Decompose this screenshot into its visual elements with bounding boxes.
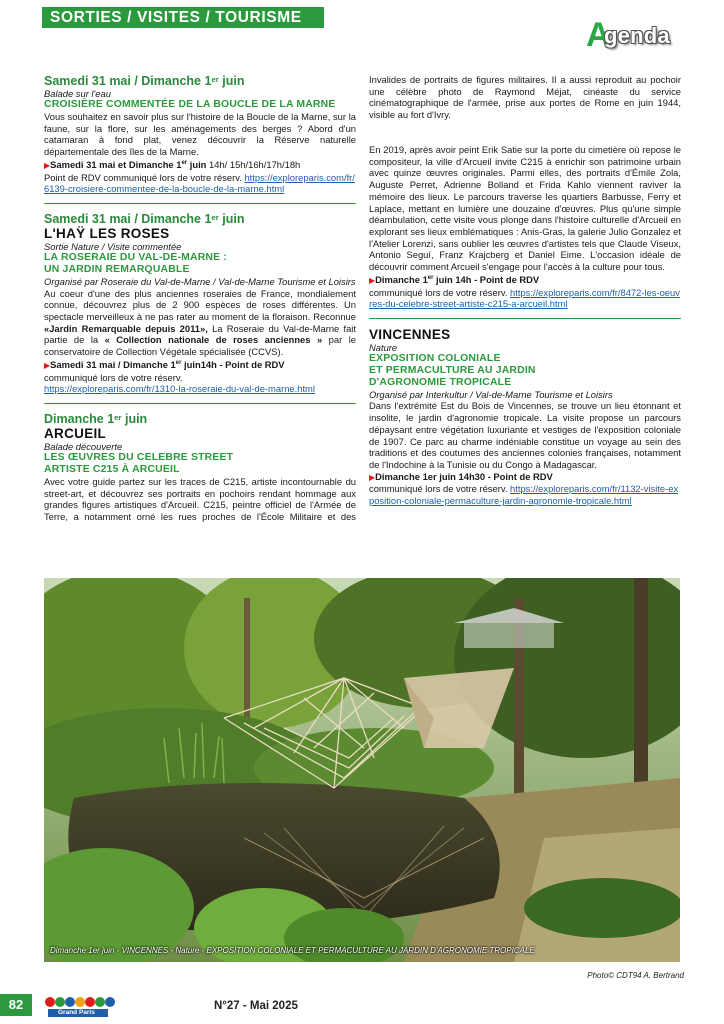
arrow-right-icon: ▶ (369, 472, 376, 482)
divider (44, 203, 356, 204)
event-croisiere (44, 74, 356, 195)
event-kind: Balade découverte (44, 441, 123, 452)
event-rdv: ▶Dimanche 1er juin 14h - Point de RDV (369, 273, 540, 285)
event-title: CROISIÈRE COMMENTÉE DE LA BOUCLE DE LA MARNE (44, 99, 336, 110)
event-rdv: ▶Samedi 31 mai / Dimanche 1er juin14h - Point de RDV (44, 358, 285, 370)
left-column (44, 74, 356, 522)
event-title: LA ROSERAIE DU VAL-DE-MARNE : (44, 252, 228, 264)
arrow-right-icon: ▶ (369, 275, 376, 285)
event-title: EXPOSITION COLONIALE (369, 352, 501, 364)
event-title-line2: UN JARDIN REMARQUABLE (44, 264, 190, 276)
event-title-line2: ARTISTE C215 À ARCUEIL (44, 464, 180, 475)
event-vincennes (369, 327, 681, 507)
event-title: LES ŒUVRES DU CELEBRE STREET (44, 452, 234, 463)
event-roseraie (44, 212, 356, 395)
agenda-rest: genda (604, 23, 670, 48)
agenda-logo (586, 18, 688, 52)
event-city: ARCUEIL (44, 426, 107, 441)
event-title-line2: ET PERMACULTURE AU JARDIN (369, 364, 536, 376)
event-link[interactable]: https://exploreparis.com/fr/6139-croisiere-commentee-de-la-boucle-de-la-marne.html (44, 171, 355, 195)
right-column (369, 74, 681, 507)
event-link[interactable]: https://exploreparis.com/fr/1310-la-roseraie-du-val-de-marne.html (44, 383, 315, 395)
event-city: L'HAŸ LES ROSES (44, 226, 170, 242)
photo-caption: Dimanche 1er juin - VINCENNES - Nature - EXPOSITION COLONIALE ET PERMACULTURE AU JARDIN D'AGRONOMIE TROPICALE (50, 946, 535, 955)
event-rdv-info: communiqué lors de votre réserv. (44, 371, 183, 383)
event-description-part2: En 2019, après avoir peint Erik Satie sur la porte du cimetière où repose le compositeur, la ville d'Arcueil invite C215 à enrichir son patrimoine urbain avec quinze œuvres originales. Parmi elles, des portraits d'Émile Zola, Auguste Perret, Adrienne Bolland et Frida Kahlo viennent raviver la mémoire des lieux. Le parcours traverse les quartiers Barbusse, Ferry et Laplace, mettant en lumière une douzaine d'œuvres. Plus qu'une simple déambulation, cette visite vous plonge dans l'histoire culturelle d'Arcueil en explorant ses lieux emblématiques : Anis-Gras, la galerie Julio Gonzalez et l'Atelier Lorenzi, sans oublier les œuvres d'artistes tels que Claude Viseux, Antonio Seguí, Franz Krajcberg et Daniel Eime. L'occasion idéale de découvrir comment Arcueil s'engage pour l'accès à la culture pour tous. (369, 144, 681, 273)
agenda-first-letter: A (586, 16, 611, 54)
event-description: Au coeur d'une des plus anciennes roseraies de France, mondialement connue, découvrez plus de 2 900 espèces de roses différentes. Un spectacle merveilleux à ne pas rater au moment de la floraison. Reconnue «Jardin Remarquable depuis 2011», La Roseraie du Val-de-Marne fait partie de la « Collection nationale de roses anciennes » par le conservatoire de Collection Végétale spécialisée (CCVS). (44, 287, 356, 358)
event-description: Dans l'extrémité Est du Bois de Vincennes, se trouve un lieu étonnant et insolite, le jardin d'agronomie tropicale. La visite propose un parcours dépaysant entre végétation luxuriante et vestiges de l'exposition coloniale de 1907. Ce parc au charme indéniable constitue un voyage au sein des traditions et des coutumes des anciennes colonies françaises, notamment de l'Indochine à la Tunisie ou du Congo à Madagascar. (369, 400, 681, 470)
arrow-right-icon: ▶ (44, 360, 51, 370)
event-date: Dimanche 1er juin (44, 412, 148, 426)
magazine-logo (44, 994, 118, 1018)
issue-label: N°27 - Mai 2025 (214, 1000, 298, 1012)
event-title-line3: D'AGRONOMIE TROPICALE (369, 376, 512, 388)
event-organizer: Organisé par Interkultur / Val-de-Marne Tourisme et Loisirs (369, 388, 613, 400)
event-arcueil (44, 412, 356, 522)
event-date: Samedi 31 mai / Dimanche 1er juin (44, 74, 245, 88)
divider (44, 403, 356, 404)
garden-photo (44, 578, 680, 962)
event-description-continued: Invalides de portraits de figures militaires. Il a aussi reproduit au pochoir une célèbre photo de Raymond Méjat, cinéaste du service cinématographique de l'armée, prise aux portes de Rome en juin 1944, visible au fort d'Ivry. (369, 74, 681, 121)
event-link[interactable]: https://exploreparis.com/fr/8472-les-oeuvres-du-celebre-street-artiste-c215-a-arcueil.html (369, 286, 680, 310)
divider (369, 318, 681, 319)
event-rdv: ▶Dimanche 1er juin 14h30 - Point de RDV (369, 470, 553, 482)
event-rdv-info: communiqué lors de votre réserv. https://exploreparis.com/fr/8472-les-oeuvres-du-celebre-street-artiste-c215-a-arcueil.html (369, 286, 680, 310)
section-banner: SORTIES / VISITES / TOURISME (42, 7, 324, 28)
event-description: Vous souhaitez en savoir plus sur l'histoire de la Boucle de la Marne, sur la faune, sur la flore, sur les aménagements des berges ? Abord d'un catamaran à fond plat, venez découvrir la Réserve naturelle départementale des îles de la Marne. (44, 111, 356, 158)
event-date: Samedi 31 mai / Dimanche 1er juin (44, 212, 245, 227)
event-kind: Sortie Nature / Visite commentée (44, 241, 182, 253)
arrow-right-icon: ▶ (44, 160, 51, 170)
magazine-logo-text: Grand Paris (58, 1009, 95, 1016)
event-rdv-info: Point de RDV communiqué lors de votre réserv. https://exploreparis.com/fr/6139-croisiere-commentee-de-la-boucle-de-la-marne.html (44, 171, 355, 195)
event-organizer: Organisé par Roseraie du Val-de-Marne / Val-de-Marne Tourisme et Loisirs (44, 276, 356, 288)
event-link[interactable]: https://exploreparis.com/fr/1132-visite-exposition-coloniale-permaculture-jardin-agronomie-tropicale.html (369, 483, 679, 507)
event-rdv-info: communiqué lors de votre réserv. https://exploreparis.com/fr/1132-visite-exposition-coloniale-permaculture-jardin-agronomie-tropicale.html (369, 483, 679, 507)
event-kind: Nature (369, 341, 398, 353)
event-city: VINCENNES (369, 326, 451, 342)
event-kind: Balade sur l'eau (44, 88, 111, 99)
event-rdv: ▶Samedi 31 mai et Dimanche 1er juin 14h/ 15h/16h/17h/18h (44, 158, 301, 170)
photo-credit: Photo© CDT94 A. Bertrand (587, 971, 684, 980)
page-number: 82 (0, 994, 32, 1016)
event-description: Avec votre guide partez sur les traces de C215, artiste incontournable du street-art, et découvrez ses portraits en pochoirs rendant hommage aux grandes figures artistiques d'Arcueil. C215, peintre officiel de l'Armée de Terre, a notamment orné les rues proches de l'École Militaire et des (44, 476, 356, 522)
garden-photo-illustration (44, 578, 680, 962)
